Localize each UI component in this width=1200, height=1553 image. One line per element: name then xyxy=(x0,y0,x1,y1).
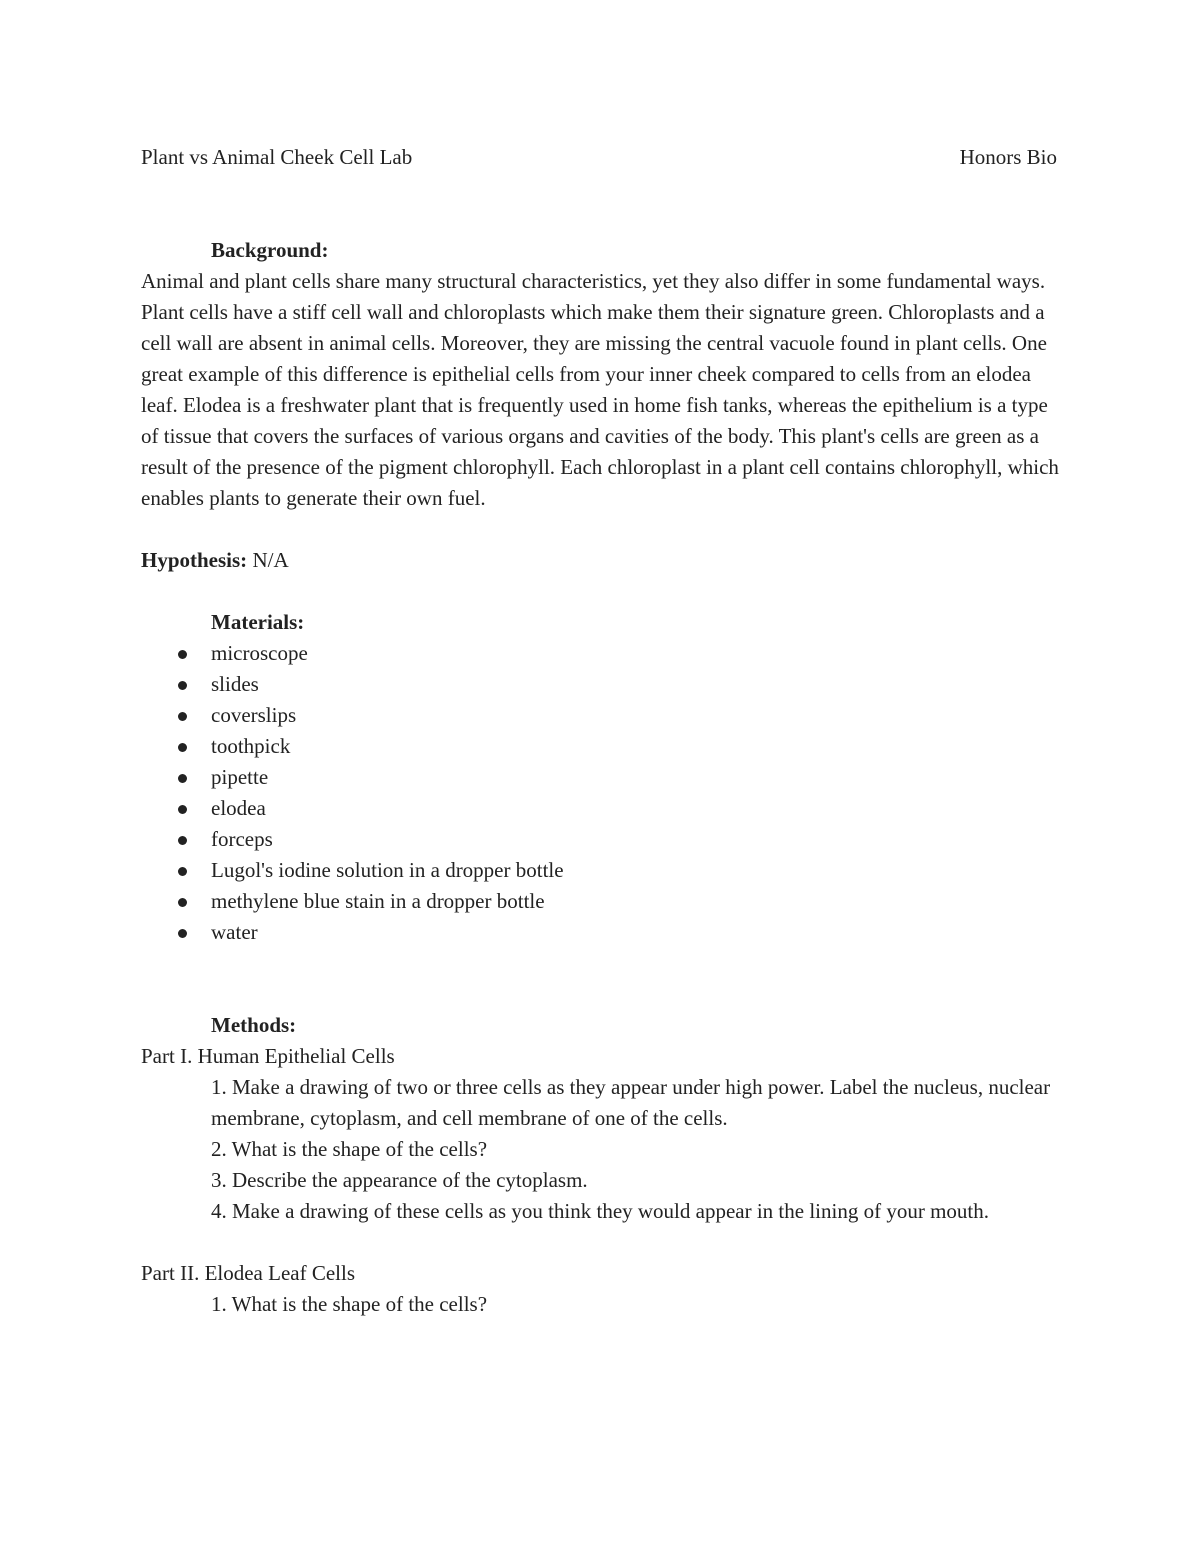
document-title: Plant vs Animal Cheek Cell Lab xyxy=(141,145,413,169)
bullet-icon xyxy=(178,805,187,814)
part1-step-4: 4. Make a drawing of these cells as you think they would appear in the lining of your mouth. xyxy=(211,1199,989,1223)
list-item xyxy=(141,886,1061,917)
part2-title: Part II. Elodea Leaf Cells xyxy=(141,1261,355,1285)
material-label: methylene blue stain in a dropper bottle xyxy=(211,889,545,913)
material-label: Lugol's iodine solution in a dropper bottle xyxy=(211,858,564,882)
list-item xyxy=(141,731,1061,762)
part1-title: Part I. Human Epithelial Cells xyxy=(141,1044,395,1068)
hypothesis-line xyxy=(141,545,1061,576)
list-item xyxy=(141,638,1061,669)
bullet-icon xyxy=(178,898,187,907)
list-item xyxy=(141,855,1061,886)
material-label: pipette xyxy=(211,765,269,789)
part2-step-1: 1. What is the shape of the cells? xyxy=(211,1292,488,1316)
part1-step-2: 2. What is the shape of the cells? xyxy=(211,1137,488,1161)
list-item xyxy=(141,700,1061,731)
list-item xyxy=(141,824,1061,855)
material-label: coverslips xyxy=(211,703,297,727)
material-label: slides xyxy=(211,672,259,696)
material-label: elodea xyxy=(211,796,266,820)
background-heading: Background: xyxy=(211,238,329,262)
bullet-icon xyxy=(178,743,187,752)
materials-list xyxy=(141,638,1061,948)
bullet-icon xyxy=(178,836,187,845)
bullet-icon xyxy=(178,650,187,659)
hypothesis-label: Hypothesis: xyxy=(141,548,248,572)
background-paragraph: Animal and plant cells share many structural characteristics, yet they also differ in some fundamental ways. Plant cells have a stiff cell wall and chloroplasts which make them their signature green. Chloroplasts and a cell wall are absent in animal cells. Moreover, they are missing the central vacuole found in plant cells. One great example of this difference is epithelial cells from your inner cheek compared to cells from an elodea leaf. Elodea is a freshwater plant that is frequently used in home fish tanks, whereas the epithelium is a type of tissue that covers the surfaces of various organs and cavities of the body. This plant's cells are green as a result of the presence of the pigment chlorophyll. Each chloroplast in a plant cell contains chlorophyll, which enables plants to generate their own fuel. xyxy=(141,269,1059,510)
material-label: forceps xyxy=(211,827,273,851)
bullet-icon xyxy=(178,681,187,690)
material-label: microscope xyxy=(211,641,308,665)
bullet-icon xyxy=(178,712,187,721)
part1-step-1: 1. Make a drawing of two or three cells as they appear under high power. Label the nucleus, nuclear membrane, cytoplasm, and cell membrane of one of the cells. xyxy=(211,1075,1051,1130)
hypothesis-value: N/A xyxy=(252,548,289,572)
materials-heading: Materials: xyxy=(211,610,305,634)
list-item xyxy=(141,669,1061,700)
material-label: toothpick xyxy=(211,734,291,758)
document-body xyxy=(141,235,1061,1320)
methods-heading: Methods: xyxy=(211,1013,297,1037)
list-item xyxy=(141,762,1061,793)
bullet-icon xyxy=(178,867,187,876)
material-label: water xyxy=(211,920,258,944)
list-item xyxy=(141,793,1061,824)
list-item xyxy=(141,917,1061,948)
bullet-icon xyxy=(178,774,187,783)
part1-step-3: 3. Describe the appearance of the cytoplasm. xyxy=(211,1168,588,1192)
course-name: Honors Bio xyxy=(959,145,1057,169)
bullet-icon xyxy=(178,929,187,938)
